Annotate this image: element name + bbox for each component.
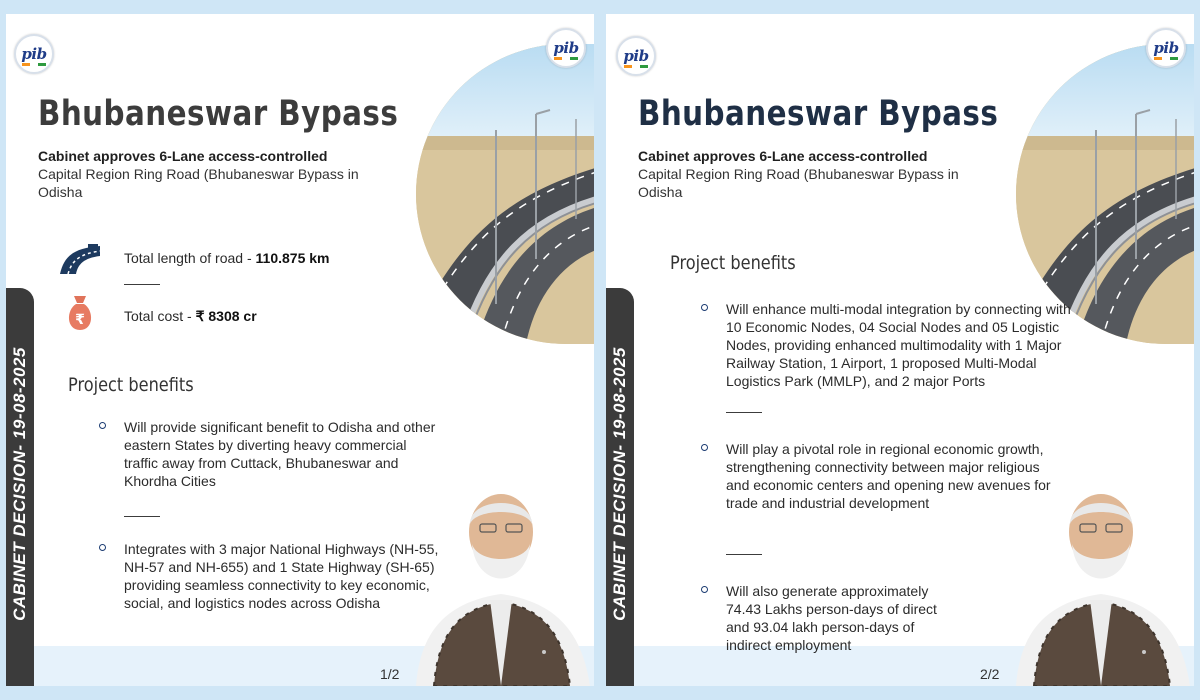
subtitle <box>38 147 398 201</box>
money-bag-icon <box>64 294 96 337</box>
highway-photo <box>1016 44 1194 344</box>
benefit-item: Will also generate approximately 74.43 Lakhs person-days of direct and 93.04 lakh person-days of indirect employment <box>726 583 937 653</box>
person-photo <box>1006 482 1194 686</box>
stat-road-length-label: Total length of road - <box>124 250 256 266</box>
pib-logo-right: pib <box>1146 28 1186 68</box>
cabinet-decision-label: CABINET DECISION- 19-08-2025 <box>610 347 629 621</box>
bullet-icon <box>99 544 106 551</box>
stat-total-cost <box>124 308 257 325</box>
bullet-icon <box>99 422 106 429</box>
subtitle-bold: Cabinet approves 6-Lane access-controlled <box>38 148 328 164</box>
subtitle <box>638 147 998 201</box>
stat-road-length-value: 110.875 km <box>255 250 330 266</box>
person-photo <box>406 482 594 686</box>
benefits-heading: Project benefits <box>68 374 194 396</box>
divider <box>124 284 160 285</box>
bullet-icon <box>701 586 708 593</box>
cabinet-decision-label: CABINET DECISION- 19-08-2025 <box>10 347 29 621</box>
bullet-icon <box>701 444 708 451</box>
bullet-icon <box>701 304 708 311</box>
divider <box>124 516 160 517</box>
page-title: Bhubaneswar Bypass <box>38 94 399 134</box>
highway-photo <box>416 44 594 344</box>
stat-total-cost-label: Total cost - <box>124 308 196 324</box>
pib-logo: pib <box>616 36 656 76</box>
page-title: Bhubaneswar Bypass <box>638 94 999 134</box>
stat-road-length <box>124 250 330 266</box>
benefit-item: Will enhance multi-modal integration by connecting with 10 Economic Nodes, 04 Social Nodes and 05 Logistic Nodes, providing enhanced multimodality with 1 Major Railway Station, 1 Airport, 1 proposed Multi-Modal Logistics Park (MMLP), and 2 major Ports <box>726 301 1071 389</box>
divider <box>726 554 762 555</box>
benefits-heading: Project benefits <box>670 252 796 274</box>
benefit-item: Integrates with 3 major National Highways (NH-55, NH-57 and NH-655) and 1 State Highway (SH-65) providing seamless connectivity to key economic, social, and logistics nodes across Odisha <box>124 541 439 611</box>
page-number: 1/2 <box>380 666 400 682</box>
divider <box>726 412 762 413</box>
subtitle-rest: Capital Region Ring Road (Bhubaneswar Bypass in Odisha <box>38 166 359 200</box>
stat-total-cost-value: ₹ 8308 cr <box>195 308 257 324</box>
subtitle-rest: Capital Region Ring Road (Bhubaneswar Bypass in Odisha <box>638 166 959 200</box>
page-number: 2/2 <box>980 666 1000 682</box>
svg-text:₹: ₹ <box>75 312 85 328</box>
benefit-item: Will play a pivotal role in regional economic growth, strengthening connectivity between major religious and economic centers and opening new avenues for trade and industrial development <box>726 441 1051 511</box>
benefit-item: Will provide significant benefit to Odisha and other eastern States by diverting heavy commercial traffic away from Cuttack, Bhubaneswar and Khordha Cities <box>124 419 436 489</box>
pib-logo-right: pib <box>546 28 586 68</box>
slide-card-1 <box>6 14 594 686</box>
road-icon <box>58 242 102 281</box>
subtitle-bold: Cabinet approves 6-Lane access-controlled <box>638 148 928 164</box>
slide-card-2 <box>606 14 1194 686</box>
pib-logo: pib <box>14 34 54 74</box>
